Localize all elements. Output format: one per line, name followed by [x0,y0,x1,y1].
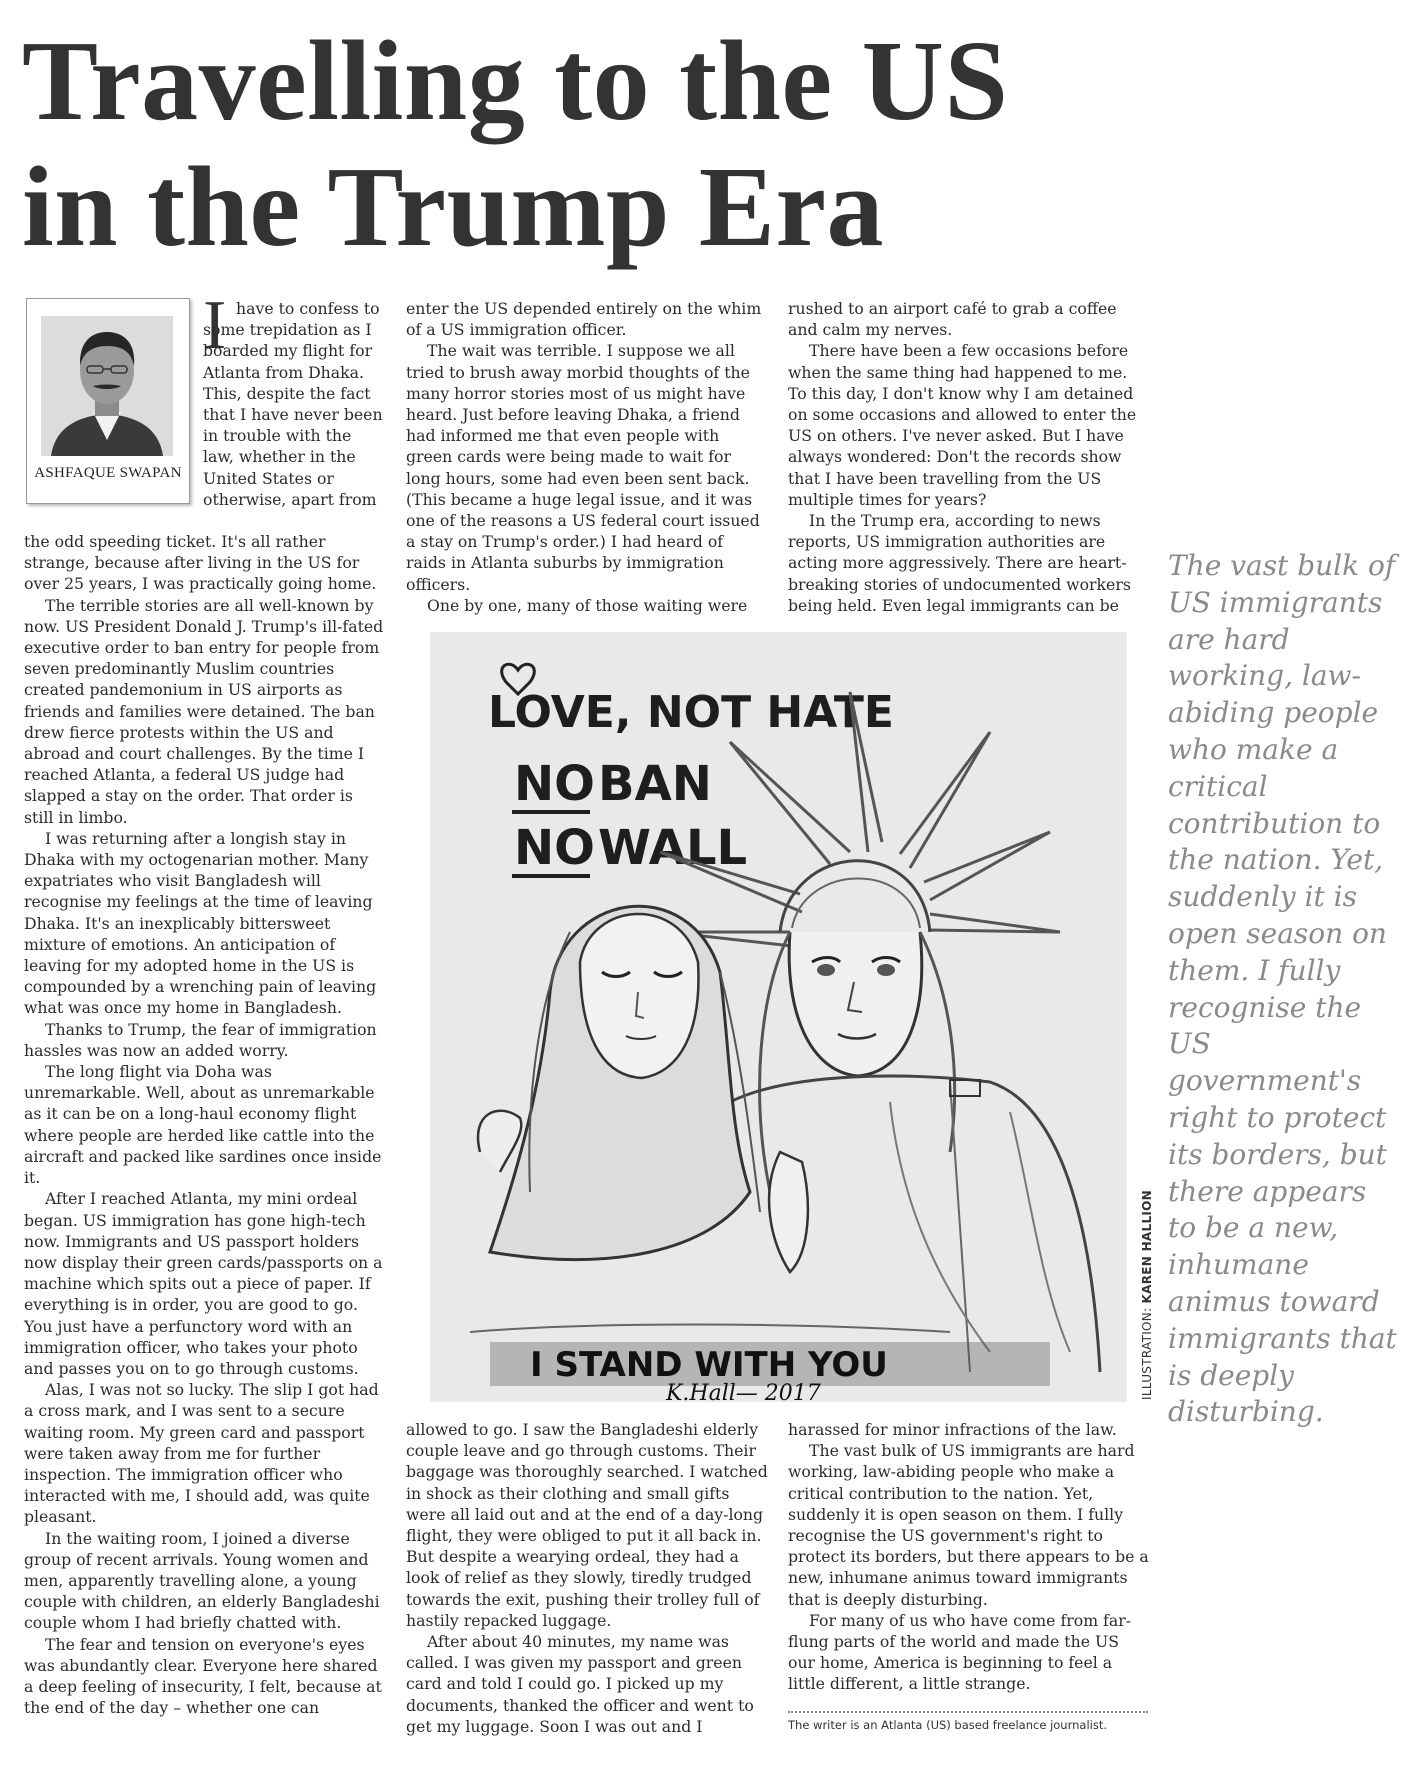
col1-para-0: the odd speeding ticket. It's all rather strange, because after living in the US for over 25 years, I was practically going home. [24,532,377,594]
illustration-drawing [430,632,1127,1402]
illustration [430,632,1127,1402]
headline-line-2: in the Trump Era [22,143,885,270]
col3-bot-para-2: For many of us who have come from far-flung parts of the world and made the US our home, America is beginning to feel a little different, a little strange. [788,1610,1132,1694]
column-1 [24,531,386,1718]
illustration-credit [1140,1190,1154,1400]
author-byline: ASHFAQUE SWAPAN [34,465,182,481]
col3-bot-para-0: harassed for minor infractions of the law. [788,1420,1117,1439]
column-3-bottom [788,1419,1150,1695]
col2-bot-para-1: After about 40 minutes, my name was called. I was given my passport and green card and told I could go. I picked up my documents, thanked the officer and went to get my luggage. Soon I was out and I [406,1632,754,1736]
lead-text: have to confess to some trepidation as I boarded my flight for Atlanta from Dhaka. This, despite the fact that I have never been in trouble with the law, whether in the United States or otherwise, apart from [203,299,383,509]
credit-label: ILLUSTRATION: [1140,1307,1154,1400]
credit-name: KAREN HALLION [1140,1189,1154,1304]
column-3-top [788,298,1150,616]
pull-quote: The vast bulk of US immigrants are hard working, law-abiding people who make a critical contribution to the nation. Yet, suddenly it is open season on them. I fully recognise the US government's right to protect its borders, but there appears to be a new, inhumane animus toward immigrants that is deeply disturbing. [1168,549,1397,1429]
col2-top-para-1: The wait was terrible. I suppose we all tried to brush away morbid thoughts of the many horror stories most of us might have heard. Just before leaving Dhaka, a friend had informed me that even people with green cards were being made to wait for long hours, some had even been sent back. (This became a huge legal issue, and it was one of the reasons a US federal court issued a stay on Trump's order.) I had heard of raids in Atlanta suburbs by immigration officers. [406,341,760,594]
illus-signature: K.Hall— 2017 [666,1381,821,1402]
headline [22,18,1122,270]
col1-para-8: The fear and tension on everyone's eyes was abundantly clear. Everyone here shared a deep feeling of insecurity, I felt, because at the end of the day – whether one can [24,1634,382,1718]
col3-top-para-1: There have been a few occasions before when the same thing had happened to me. To this day, I don't know why I am detained on some occasions and allowed to enter the US on others. I've never asked. But I have always wondered: Don't the records show that I have been travelling from the US multiple times for years? [788,341,1137,509]
illus-wall: WALL [598,820,748,876]
col3-top-para-2: In the Trump era, according to news reports, US immigration authorities are acting more aggressively. There are heart-breaking stories of undocumented workers being held. Even legal immigrants can be [788,511,1131,615]
col1-para-4: The long flight via Doha was unremarkable. Well, about as unremarkable as it can be on a long-haul economy flight where people are herded like cattle into the aircraft and packed like sardines once inside it. [24,1062,382,1188]
illus-no-1: NO [514,756,595,812]
col1-para-6: Alas, I was not so lucky. The slip I got had a cross mark, and I was sent to a secure waiting room. My green card and passport were taken away from me for further inspection. The immigration officer who interacted with me, I should add, was quite pleasant. [24,1380,379,1527]
author-portrait-image [41,316,173,456]
col3-bot-para-1: The vast bulk of US immigrants are hard working, law-abiding people who make a critical contribution to the nation. Yet, suddenly it is open season on them. I fully recognise the US government's right to protect its borders, but there appears to be a new, inhumane animus toward immigrants that is deeply disturbing. [788,1441,1149,1609]
illus-no-2: NO [514,820,595,876]
col1-para-3: Thanks to Trump, the fear of immigration hassles was now an added worry. [24,1019,377,1060]
column-2-bottom [406,1419,768,1737]
drop-cap: I [203,287,227,364]
author-footnote: The writer is an Atlanta (US) based freelance journalist. [788,1718,1107,1732]
author-photo [41,316,173,456]
illus-ban: BAN [598,756,712,812]
col1-para-7: In the waiting room, I joined a diverse group of recent arrivals. Young women and men, apparently travelling alone, a young couple with children, an elderly Bangladeshi couple whom I had briefly chatted with. [24,1528,380,1633]
col1-para-5: After I reached Atlanta, my mini ordeal began. US immigration has gone high-tech now. Immigrants and US passport holders now display their green cards/passports on a machine which spits out a piece of paper. If everything is in order, you are good to go. You just have a perfunctory word with an immigration officer, who takes your photo and passes you on to go through customs. [24,1189,383,1378]
author-photo-box [26,298,190,504]
col1-para-2: I was returning after a longish stay in Dhaka with my octogenarian mother. Many expatriates who visit Bangladesh will recognise my feelings at the time of leaving Dhaka. It's an inexplicably bittersweet mixture of emotions. An anticipation of leaving for my adopted home in the US is compounded by a wrenching pain of leaving what was once my home in Bangladesh. [24,828,377,1018]
illus-love-not-hate: LOVE, NOT HATE [488,687,894,738]
col2-bot-para-0: allowed to go. I saw the Bangladeshi elderly couple leave and go through customs. Their baggage was thoroughly searched. I watched in shock as their clothing and small gifts were all laid out and at the end of a day-long flight, they were obliged to put it all back in. But despite a wearying ordeal, they had a look of relief as they slowly, tiredly trudged towards the exit, pushing their trolley full of hastily repacked luggage. [406,1420,768,1630]
column-2-top [406,298,768,616]
lead-paragraph [203,287,386,510]
col2-top-para-2: One by one, many of those waiting were [427,595,748,615]
col2-top-para-0: enter the US depended entirely on the whim of a US immigration officer. [406,299,762,340]
lead-paragraph-wrap [203,287,386,510]
col3-top-para-0: rushed to an airport café to grab a coffee and calm my nerves. [788,299,1117,340]
col1-para-1: The terrible stories are all well-known by now. US President Donald J. Trump's ill-fated executive order to ban entry for people from seven predominantly Muslim countries created pandemonium in US airports as friends and families were detained. The ban drew fierce protests within the US and abroad and court challenges. By the time I reached Atlanta, a federal US judge had slapped a stay on the order. That order is still in limbo. [24,595,384,827]
illus-stand-with-you: I STAND WITH YOU [530,1345,888,1385]
footnote-divider [788,1711,1148,1713]
headline-line-1: Travelling to the US [22,17,1009,144]
